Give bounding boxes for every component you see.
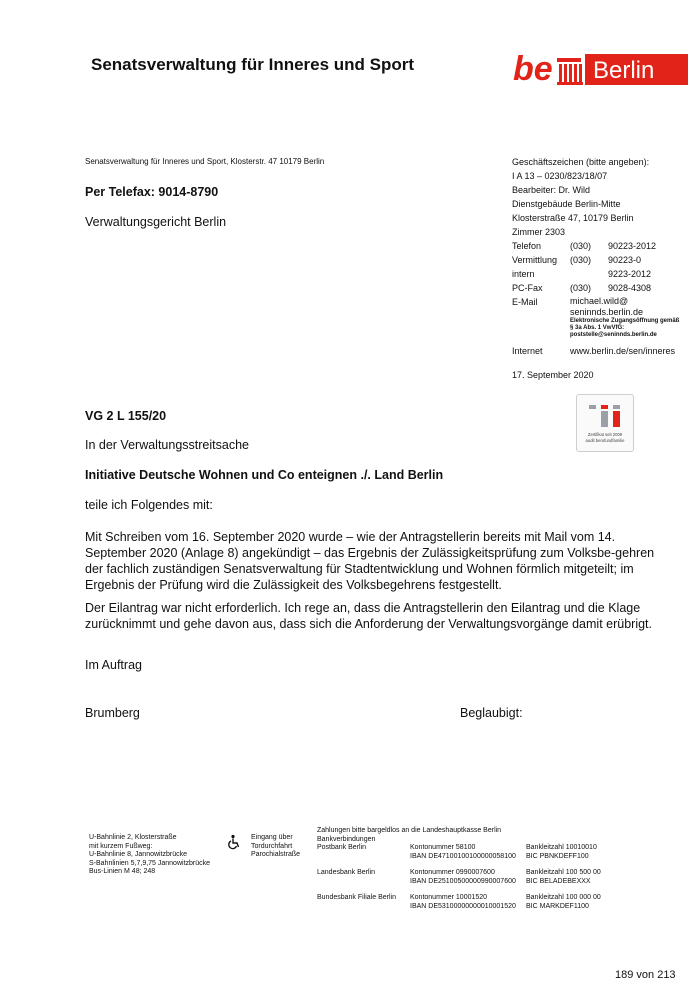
entrance-info [251, 834, 300, 860]
sender-address-line: Senatsverwaltung für Inneres und Sport, Klosterstr. 47 10179 Berlin [85, 157, 325, 166]
pc-fax-value: 9028-4308 [608, 283, 652, 293]
entrance-line: Tordurchfahrt [251, 842, 293, 850]
lead-line: teile ich Folgendes mit: [85, 498, 213, 512]
transit-line: Bus-Linien M 48; 248 [89, 868, 156, 875]
pc-fax-prefix: (030) [570, 283, 592, 293]
email-label: E-Mail [512, 297, 538, 307]
recipient: Verwaltungsgericht Berlin [85, 215, 227, 229]
entrance-line: Eingang über [251, 834, 293, 841]
street-address: Klosterstraße 47, 10179 Berlin [512, 213, 634, 223]
switchboard-value: 90223-0 [608, 255, 642, 265]
agency-title: Senatsverwaltung für Inneres und Sport [91, 55, 415, 74]
internet-row [512, 344, 692, 358]
email-address-part2[interactable]: seninnds.berlin.de [570, 307, 644, 317]
transit-info [89, 834, 210, 877]
bic: BIC MARKDEF1100 [526, 902, 589, 910]
brandenburg-gate-icon [557, 58, 583, 85]
intro-line: In der Verwaltungsstreitsache [85, 438, 249, 452]
bank-note [317, 827, 501, 844]
iban: IBAN DE25100500000990007600 [410, 877, 516, 885]
sort-code: Bankleitzahl 100 500 00 [526, 869, 601, 876]
entrance-line: Parochialstraße [251, 851, 301, 858]
certificate-text-1: Zertifikat seit 2009 [587, 432, 623, 437]
contact-info [512, 155, 692, 382]
room: Zimmer 2303 [512, 227, 566, 237]
bank-note-line: Zahlungen bitte bargeldlos an die Landeshauptkasse Berlin [317, 827, 502, 834]
transit-line: U-Bahnlinie 2, Klosterstraße [89, 834, 177, 841]
bank-row [317, 894, 616, 911]
email-note-1: Elektronische Zugangsöffnung gemäß [570, 318, 680, 324]
sort-code: Bankleitzahl 10010010 [526, 844, 597, 851]
bank-name: Bundesbank Filiale Berlin [317, 894, 396, 901]
pc-fax-row [512, 281, 692, 295]
signature-name: Brumberg [85, 706, 140, 720]
closing-line: Im Auftrag [85, 658, 142, 672]
bank-code [526, 844, 616, 861]
phone-value: 90223-2012 [608, 241, 657, 251]
officer: Bearbeiter: Dr. Wild [512, 185, 591, 195]
transit-line: mit kurzem Fußweg: [89, 842, 153, 850]
switchboard-row [512, 253, 692, 267]
phone-row [512, 239, 692, 253]
bank-row [317, 844, 616, 861]
bank-code [526, 894, 616, 911]
email-row [512, 295, 692, 339]
logo-be-text: be [513, 52, 553, 88]
email-note-3[interactable]: poststelle@seninnds.berlin.de [570, 332, 657, 338]
reference-label: Geschäftszeichen (bitte angeben): [512, 157, 650, 167]
bank-details [317, 844, 616, 919]
case-title: Initiative Deutsche Wohnen und Co enteignen ./. Land Berlin [85, 468, 444, 482]
switchboard-prefix: (030) [570, 255, 592, 265]
internet-label: Internet [512, 346, 543, 356]
fax-line: Per Telefax: 9014-8790 [85, 185, 219, 199]
bank-row [317, 869, 616, 886]
transit-line: U-Bahnlinie 8, Jannowitzbrücke [89, 851, 188, 858]
bank-account [410, 869, 526, 886]
bic: BIC BELADEBEXXX [526, 877, 591, 885]
account-number: Kontonummer 58100 [410, 844, 476, 851]
iban: IBAN DE53100000000010001520 [410, 902, 516, 910]
certificate-text-2: audit berufundfamilie [585, 438, 625, 443]
internal-label: intern [512, 269, 535, 279]
email-note-2: § 3a Abs. 1 VwVfG: [570, 325, 625, 331]
paragraph-1: Mit Schreiben vom 16. September 2020 wurde – wie der Antragstellerin bereits mit Mail vom 14. September 2020 (Anlage 8) angekündigt – das Ergebnis der Zulässigkeitsprüfung zum Volksbe-gehren der fachlich zuständigen Senatsverwaltung für Stadtentwicklung und Wohnen förmlich mitgeteilt; im Ergebnis der Prüfung wird die Zulässigkeit des Volksbegehrens festgestellt. [85, 530, 655, 592]
internal-row [512, 267, 692, 281]
case-reference: VG 2 L 155/20 [85, 409, 167, 423]
phone-prefix: (030) [570, 241, 592, 251]
internet-link[interactable]: www.berlin.de/sen/inneres [570, 346, 676, 356]
certified-label: Beglaubigt: [460, 706, 523, 720]
transit-line: S-Bahnlinien 5,7,9,75 Jannowitzbrücke [89, 859, 211, 867]
iban: IBAN DE47100100100000058100 [410, 852, 516, 860]
internal-value: 9223-2012 [608, 269, 652, 279]
bank-code [526, 869, 616, 886]
building: Dienstgebäude Berlin-Mitte [512, 199, 621, 209]
paragraph-2: Der Eilantrag war nicht erforderlich. Ich rege an, dass die Antragstellerin den Eilantrag und die Klage zurücknimmt und gehe davon aus, dass sich die Anforderung der Verwaltungsvorgänge damit erübrigt. [85, 601, 652, 631]
bank-account [410, 894, 526, 911]
reference-value: I A 13 – 0230/823/18/07 [512, 171, 608, 181]
letter-date: 17. September 2020 [512, 370, 594, 380]
sort-code: Bankleitzahl 100 000 00 [526, 894, 601, 901]
internal-prefix [570, 267, 608, 281]
bic: BIC PBNKDEFF100 [526, 852, 589, 860]
account-number: Kontonummer 0990007600 [410, 869, 495, 876]
wheelchair-icon [226, 834, 242, 850]
email-address-part1[interactable]: michael.wild@ [570, 296, 629, 306]
bank-note-line: Bankverbindungen [317, 835, 376, 843]
bank-name: Landesbank Berlin [317, 869, 375, 876]
phone-label: Telefon [512, 241, 542, 251]
page-number: 189 von 213 [615, 969, 676, 981]
logo-berlin-text: Berlin [593, 57, 655, 84]
berlin-logo [513, 52, 688, 98]
account-number: Kontonummer 10001520 [410, 894, 488, 901]
bank-account [410, 844, 526, 861]
bank-name: Postbank Berlin [317, 844, 367, 851]
switchboard-label: Vermittlung [512, 255, 558, 265]
pc-fax-label: PC-Fax [512, 283, 543, 293]
